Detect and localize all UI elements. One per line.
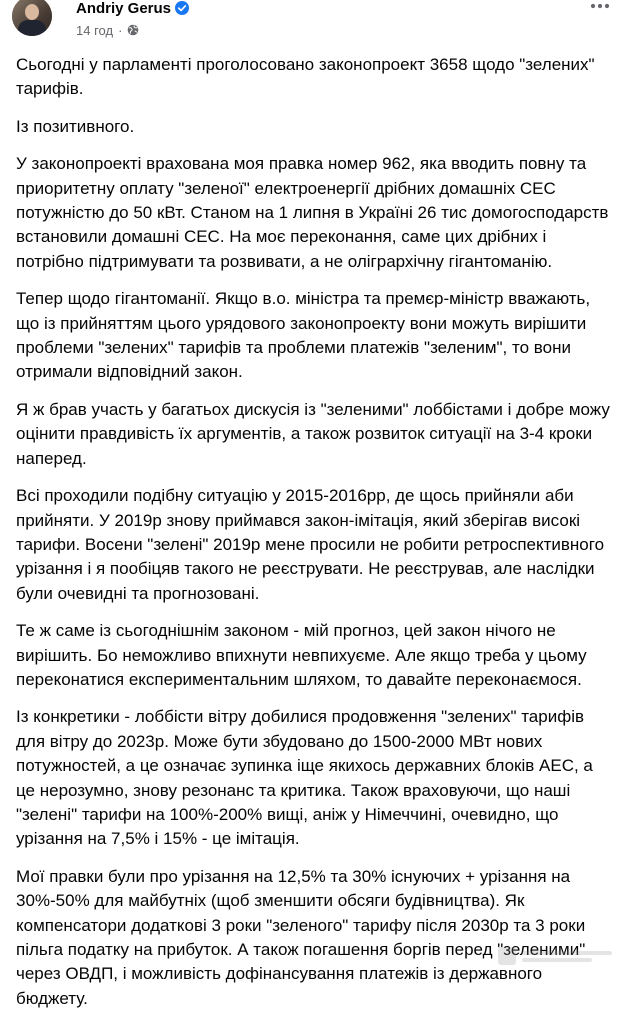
post-paragraph: У законопроекті врахована моя правка номер 962, яка вводить повну та приоритетну оплату "зеленої" електроенергії дрібних домашніх СЕС потужністю до 50 кВт. Станом на 1 липня в Україні 26 тис домогосподарств встановили домашні СЕС. На моє переконання, саме цих дрібних і потрібно підтримувати та розвивати, а не олігрархічну гігантоманію. bbox=[16, 154, 609, 271]
post-paragraph: Я ж брав участь у багатьох дискусія із "зеленими" лоббістами і добре можу оцінити правдивість їх аргументів, а також розвиток ситуації на 3-4 кроки наперед. bbox=[16, 399, 610, 468]
post-paragraph: Тепер щодо гігантоманії. Якщо в.о. міністра та премєр-міністр вважають, що із прийняттям цього урядового законопроекту вони можуть вирішити проблеми "зелених" тарифів та проблеми платежів "зеленим", то вони отримали відповідний закон. bbox=[16, 289, 591, 382]
post-header bbox=[0, 0, 626, 44]
avatar[interactable] bbox=[12, 0, 52, 36]
post-paragraph: Із позитивного. bbox=[16, 116, 135, 136]
post-paragraph: Те ж саме із сьогоднішнім законом - мій прогноз, цей закон нічого не вирішить. Бо неможливо впихнути невпихуєме. Але якщо треба у цьому переконатися експериментальним шляхом, то давайте переконаємося. bbox=[16, 621, 587, 689]
post-body bbox=[16, 53, 614, 1024]
more-options-icon bbox=[590, 3, 610, 9]
post-paragraph: Всі проходили подібну ситуацію у 2015-2016рр, де щось прийняли аби прийняти. У 2019р знову приймався закон-імітація, який зберігав високі тарифи. Восени "зелені" 2019р мене просили не робити ретроспективного урізання і я пообіцяв такого не реєструвати. Не реєстрував, але наслідки були очевидні та прогнозовані. bbox=[16, 486, 605, 603]
post-meta bbox=[76, 21, 139, 39]
verified-badge-icon bbox=[175, 1, 189, 15]
author-row bbox=[76, 0, 189, 19]
more-options-button[interactable] bbox=[588, 0, 612, 18]
site-watermark-logo bbox=[496, 943, 616, 969]
meta-separator: · bbox=[118, 22, 123, 38]
post-paragraph: Із конкретики - лоббісти вітру добилися продовження "зелених" тарифів для вітру до 2023р. Може бути збудовано до 1500-2000 МВт нових потужностей, а це означає зупинка іще якихось державних блоків АЕС, а це нерозумно, знову резонанс та критика. Також враховуючи, що наші "зелені" тарифи на 100%-200% вищі, аніж у Німеччині, очевидно, що урізання на 7,5% і 15% - це імітація. bbox=[16, 707, 593, 849]
post-paragraph: Мої правки були про урізання на 12,5% та 30% існуючих + урізання на 30%-50% для майбутніх (щоб зменшити обсяги будівництва). Як компенсатори додаткові 3 роки "зеленого" тарифу після 2030р та 3 роки пільга податку на прибуток. А також погашення боргів перед "зеленими" через ОВДП, і можливість дофінансування платежів із державного бюджету. bbox=[16, 866, 586, 1008]
globe-icon[interactable] bbox=[127, 24, 139, 36]
post-paragraph: Сьогодні у парламенті проголосовано законопроект 3658 щодо "зелених" тарифів. bbox=[16, 55, 595, 99]
author-name[interactable]: Andriy Gerus bbox=[76, 0, 172, 17]
post-timestamp[interactable]: 14 год bbox=[76, 22, 114, 38]
